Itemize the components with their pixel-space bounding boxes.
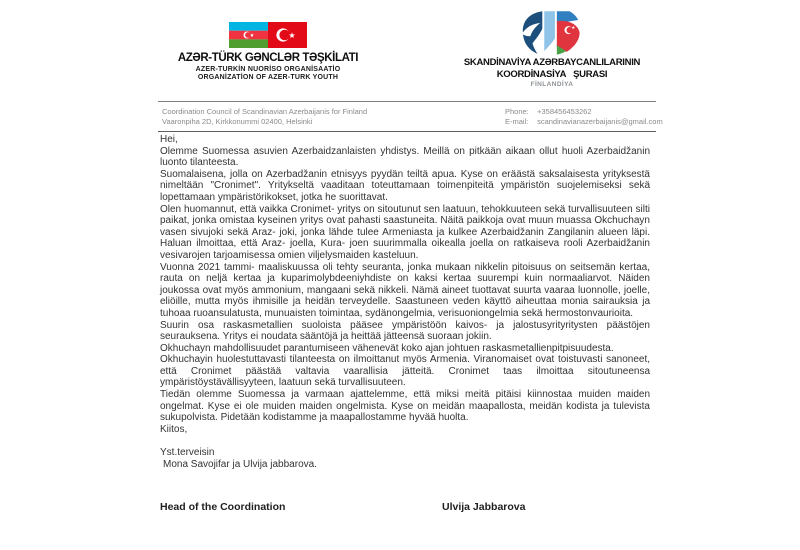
phone-value: +358456453262 bbox=[537, 107, 592, 116]
email-value: scandinavianazerbaijanis@gmail.com bbox=[537, 116, 663, 126]
thanks-line: Kiitos, bbox=[160, 423, 188, 435]
contact-address-block bbox=[162, 107, 367, 126]
org-right bbox=[452, 11, 652, 88]
paragraph-1: Olemme Suomessa asuvien Azerbaidzanlaisten yhdistys. Meillä on pitkään aikaan ollut huoli Azerbaidžanin luonto tilanteesta. bbox=[160, 145, 650, 169]
signature-row bbox=[160, 502, 650, 516]
org-right-subtitle: FİNLANDİYA bbox=[530, 81, 574, 88]
footer-role: Head of the Coordination bbox=[160, 500, 286, 513]
greeting: Hei, bbox=[160, 134, 178, 145]
paragraph-8: Tiedän olemme Suomessa ja varmaan ajattelemme, että miksi meitä pitäisi kiinnostaa muiden maiden ongelmat. Kyse ei ole muiden maiden ongelmista. Kyse on meidän maapallosta, meidän kodista ja tulevista sukupolvista. Pidetään kodistamme ja maapallostamme hyvää huolta. bbox=[160, 389, 650, 424]
contact-street-address: Vaaronpiha 2D, Kirkkonummi 02400, Helsinki bbox=[162, 116, 313, 126]
footer-name: Ulvija Jabbarova bbox=[442, 500, 526, 513]
paragraph-3: Olen huomannut, että vaikka Cronimet- yritys on sitoutunut sen laatuun, tehokkuuteen sekä turvallisuuteen silti paikat, jonka omistaa kyseinen yritys ovat pahasti saastuneita. Näitä paikkoja ovat muun muassa Okchuchayn vasen sivujoki sekä Araz- joki, jonka lähde tulee Armeniasta ja kulkee Azerbaidžanin Zangilanin alueen läpi. Haluan ilmoittaa, että Araz- joella, Kura- joen suurimmalla oikealla joella on ratkaiseva rooli Azerbaidžanin vesivarojen tarjoamisessa omien viljelysmaiden kasteluun. bbox=[160, 203, 650, 261]
org-right-title-line2: KOORDİNASİYA ŞURASI bbox=[496, 69, 608, 80]
org-right-title-line1: SKANDİNAVİYA AZƏRBAYCANLILARININ bbox=[463, 57, 641, 68]
paragraph-4: Vuonna 2021 tammi- maaliskuussa oli tehty seuranta, jonka mukaan nikkelin pitoisuus on seitsemän kertaa, rauta on neljä kertaa ja kuparimolybdeeniyhdiste on kaksi kertaa suurempi kuin normaaliarvot. Näiden joukossa ovat myös ammonium, mangaani sekä nikkeli. Nämä aineet tuottavat suurta vaaraa luonnolle, joelle, eliöille, mutta myös ihmisille ja heidän terveydelle. Saastuneen veden käyttö aiheuttaa monia sairauksia ja tuhoaa ruoansulatusta, munuaisten toimintaa, sydänongelmia, verisuoniongelmia sekä hermostonvaurioita. bbox=[160, 261, 650, 319]
paragraph-2: Suomalaisena, jolla on Azerbadžanin etnisyys pyydän teiltä apua. Kyse on eräästä saksalaisesta yrityksestä nimeltään "Cronimet". Yritykseltä vaaditaan toteuttamaan toimenpiteitä ympäristön suojelemiseksi sekä lopettamaan ympäristörikokset, jotka he suorittavat. bbox=[160, 168, 650, 203]
org-left bbox=[168, 22, 368, 81]
turkey-flag-icon bbox=[268, 22, 307, 48]
org-left-logo bbox=[168, 22, 368, 48]
closing-line: Yst.terveisin bbox=[160, 447, 215, 459]
org-left-title: AZƏR-TÜRK GƏNCLƏR TƏŞKİLATI bbox=[177, 52, 359, 64]
contact-phone-block bbox=[505, 107, 663, 126]
azerbaijan-flag-icon bbox=[229, 22, 268, 48]
contact-org-name: Coordination Council of Scandinavian Azerbaijanis for Finland bbox=[162, 107, 368, 116]
org-left-subtitle-fi: AZER-TURKİN NUORİSO ORGANİSAATİO bbox=[195, 65, 341, 73]
contact-phone-line bbox=[505, 107, 663, 117]
phone-label: Phone: bbox=[505, 107, 529, 116]
contact-divider bbox=[158, 131, 656, 132]
coordination-council-logo-icon bbox=[521, 11, 583, 56]
org-left-subtitle-en: ORGANİZATİON OF AZER-TURK YOUTH bbox=[197, 74, 339, 81]
top-divider bbox=[158, 101, 656, 102]
paragraph-6: Okhuchayn mahdollisuudet parantumiseen vähenevät koko ajan johtuen raskasmetallienpitpisuudesta. bbox=[160, 342, 614, 354]
letter-body bbox=[160, 134, 650, 516]
paragraph-5: Suurin osa raskasmetallien suoloista pääsee ympäristöön kaivos- ja jalostusyrityritysten päästöjen seurauksena. Yritys ei noudata sääntöjä ja heittää jätteensä suoraan jokiin. bbox=[160, 319, 650, 343]
contact-email-line bbox=[505, 117, 663, 127]
email-label: E-mail: bbox=[505, 116, 529, 126]
paragraph-7: Okhuchayin huolestuttavasti tilanteesta on ilmoittanut myös Armenia. Viranomaiset ovat toistuvasti sanoneet, että Cronimet päästää valtavia vaarallisia jätteitä. Cronimet taas ilmoittaa sitoutuneensa ympäristöystävällisyyteen, laatuun sekä turvallisuuteen. bbox=[160, 354, 650, 389]
signatories-line: Mona Savojifar ja Ulvija jabbarova. bbox=[163, 459, 317, 471]
